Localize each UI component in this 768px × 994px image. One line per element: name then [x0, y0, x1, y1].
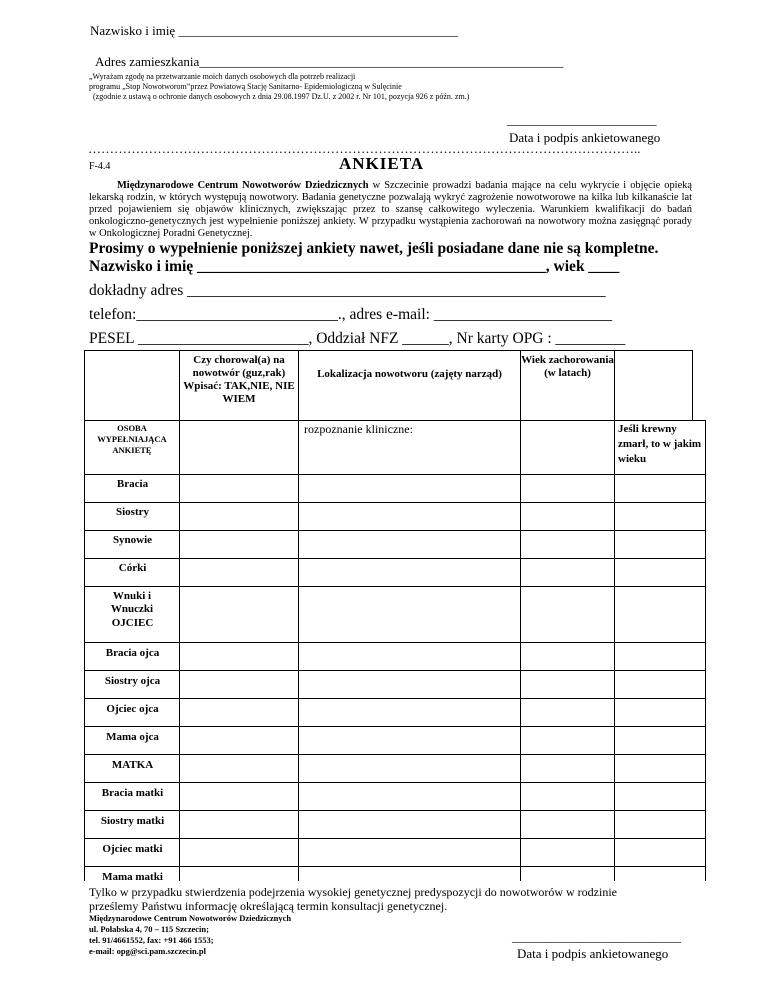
organization-contact [89, 913, 291, 957]
table-row-label: Bracia matki [101, 787, 164, 799]
table-cell-input[interactable] [180, 839, 297, 866]
table-cell-input[interactable] [615, 643, 704, 670]
clinical-diagnosis-label: rozpoznanie kliniczne: [304, 422, 413, 436]
table-cell-input[interactable] [180, 503, 297, 530]
column-header-sick: Czy chorował(a) na nowotwór (guz,rak) Wpisać: TAK,NIE, NIE WIEM [183, 354, 295, 405]
footer-signature-label: Data i podpis ankietowanego [517, 946, 669, 961]
table-cell-input[interactable] [180, 727, 297, 754]
request-text: Prosimy o wypełnienie poniższej ankiety nawet, jeśli posiadane dane nie są kompletne. [89, 240, 659, 257]
table-border [705, 420, 706, 881]
table-border [84, 350, 693, 351]
column-header-location: Lokalizacja nowotworu (zajęty narząd) [317, 368, 502, 380]
table-cell-input[interactable] [299, 755, 519, 782]
table-cell-input[interactable] [521, 811, 613, 838]
table-cell-input[interactable] [521, 867, 613, 881]
page-title: ANKIETA [339, 154, 425, 173]
table-row-label: Mama matki [102, 871, 163, 883]
table-cell-input[interactable] [521, 699, 613, 726]
table-row-label: Siostry [116, 506, 149, 518]
table-cell-input[interactable] [615, 839, 704, 866]
intro-paragraph [89, 180, 692, 240]
address-line [95, 54, 563, 70]
table-cell-input[interactable] [299, 587, 519, 642]
separator-dots: ……………………………………………………………………………………………………………….. [88, 141, 641, 156]
form-code: F-4.4 [89, 161, 111, 172]
table-row-label: Ojciec ojca [106, 703, 159, 715]
table-row-label: Synowie [112, 534, 153, 546]
table-cell-input[interactable] [615, 867, 704, 881]
table-cell-input[interactable] [521, 839, 613, 866]
table-cell-input[interactable] [299, 699, 519, 726]
table-cell-input[interactable] [180, 671, 297, 698]
name-field[interactable]: ___________________________________________ [178, 23, 458, 38]
signature-field[interactable]: _______________________ [507, 112, 657, 127]
table-row-label: Bracia ojca [105, 647, 160, 659]
table-cell-input[interactable] [299, 811, 519, 838]
pesel-nfz-field[interactable]: PESEL ______________________, Oddział NFZ ______, Nr karty OPG : _________ [89, 330, 626, 347]
table-cell-input[interactable] [521, 475, 613, 502]
table-row-label: OJCIEC [111, 617, 154, 629]
table-cell-input[interactable] [521, 783, 613, 810]
table-cell-input[interactable] [299, 783, 519, 810]
footer-signature-field[interactable]: __________________________ [512, 929, 681, 944]
table-cell-input[interactable] [180, 755, 297, 782]
intro-org: Międzynarodowe Centrum Nowotworów Dziedzicznych [117, 180, 369, 191]
table-cell-input[interactable] [299, 503, 519, 530]
org-name: Międzynarodowe Centrum Nowotworów Dziedzicznych [89, 913, 292, 923]
table-cell-input[interactable] [299, 643, 519, 670]
table-row-label: Ojciec matki [102, 843, 163, 855]
consent-text [89, 72, 469, 102]
column-header-age: Wiek zachorowania (w latach) [521, 354, 614, 379]
table-cell-input[interactable] [615, 531, 704, 558]
table-border [84, 350, 85, 881]
table-cell-input[interactable] [299, 531, 519, 558]
table-cell-input[interactable] [180, 531, 297, 558]
table-cell-input[interactable] [615, 559, 704, 586]
table-cell-input[interactable] [299, 727, 519, 754]
table-cell-input[interactable] [521, 559, 613, 586]
full-address-field[interactable]: dokładny adres ______________________________________________________ [89, 282, 606, 299]
consent-line: „Wyrażam zgodę na przetwarzanie moich danych osobowych dla potrzeb realizacji [89, 72, 356, 81]
table-cell-input[interactable] [180, 811, 297, 838]
table-cell-input[interactable] [180, 475, 297, 502]
name-label: Nazwisko i imię [90, 23, 176, 38]
signature-label: Data i podpis ankietowanego [509, 130, 661, 145]
table-cell-input[interactable] [180, 559, 297, 586]
table-cell-input[interactable] [299, 475, 519, 502]
table-cell-input[interactable] [521, 531, 613, 558]
consent-line: (zgodnie z ustawą o ochronie danych osobowych z dnia 29.08.1997 Dz.U. z 2002 r. Nr 101, pozycja 926 z późn. zm.) [93, 92, 470, 101]
consent-line: programu „Stop Nowotworom”przez Powiatową Stację Sanitarno- Epidemiologiczną w Sulęcinie [89, 82, 402, 91]
table-cell-input[interactable] [615, 783, 704, 810]
table-cell-input[interactable] [521, 643, 613, 670]
table-cell-input[interactable] [180, 699, 297, 726]
table-cell-input[interactable] [299, 867, 519, 881]
name-age-field[interactable]: Nazwisko i imię _____________________________________________, wiek ____ [89, 258, 620, 275]
address-field[interactable]: ________________________________________________________ [199, 54, 564, 69]
table-cell-input[interactable] [521, 755, 613, 782]
table-border [692, 350, 693, 420]
note-line: prześlemy Państwu informację określającą termin konsultacji genetycznej. [89, 899, 448, 913]
org-phone: tel. 91/4661552, fax: +91 466 1553; [89, 935, 214, 945]
respondent-label: OSOBA WYPEŁNIAJĄCA ANKIETĘ [97, 423, 167, 455]
table-cell-input[interactable] [521, 587, 613, 642]
table-cell-input[interactable] [521, 727, 613, 754]
table-cell-input[interactable] [615, 475, 704, 502]
intro-text: w Szczecinie prowadzi badania mające na celu wykrycie i objęcie opieką lekarską rodzin, w których występują nowotwory. Badania genetyczne pozwalają wykryć zagrożenie nowotworowe na kilka lub kilkanaście lat przed pojawieniem się objawów klinicznych, zwiększając przez to szansę całkowitego wyleczenia. Warunkiem kwalifikacji do badań onkologiczno-genetycznych jest wypełnienie poniższej ankiety. W przypadku wystąpienia zachorowań na nowotwory można zasięgnąć porady w Onkologicznej Poradni Genetycznej. [89, 180, 692, 239]
table-row-label: Córki [118, 562, 147, 574]
table-cell-input[interactable] [615, 699, 704, 726]
table-cell-input[interactable] [299, 559, 519, 586]
name-line [90, 23, 458, 39]
death-age-label: Jeśli krewny zmarł, to w jakim wieku [618, 423, 702, 465]
address-label: Adres zamieszkania [95, 54, 200, 69]
table-cell-input[interactable] [180, 587, 297, 642]
table-cell-input[interactable] [299, 671, 519, 698]
table-border [84, 420, 706, 421]
footer-note [89, 885, 617, 913]
table-row-label: Siostry matki [100, 815, 165, 827]
phone-email-field[interactable]: telefon:__________________________., adres e-mail: _______________________ [89, 306, 613, 323]
table-cell-input[interactable] [521, 503, 613, 530]
table-row-label: Siostry ojca [104, 675, 161, 687]
org-street: ul. Połabska 4, 70 – 115 Szczecin; [89, 924, 209, 934]
table-cell-input[interactable] [615, 755, 704, 782]
org-email: e-mail: opg@sci.pam.szczecin.pl [89, 946, 206, 956]
table-cell-input[interactable] [615, 727, 704, 754]
table-row-label: MATKA [111, 759, 154, 771]
table-cell-input[interactable] [299, 839, 519, 866]
table-cell-input[interactable] [615, 587, 704, 642]
table-row-label: Wnuki i Wnuczki [110, 590, 154, 615]
table-row-label: Mama ojca [106, 731, 159, 743]
table-cell-input[interactable] [521, 671, 613, 698]
table-cell-input[interactable] [615, 671, 704, 698]
table-cell-input[interactable] [615, 503, 704, 530]
table-row-label: Bracia [116, 478, 149, 490]
table-cell-input[interactable] [180, 867, 297, 881]
table-cell-input[interactable] [615, 811, 704, 838]
note-line: Tylko w przypadku stwierdzenia podejrzenia wysokiej genetycznej predyspozycji do nowotworów w rodzinie [89, 885, 617, 899]
table-cell-input[interactable] [180, 783, 297, 810]
table-cell-input[interactable] [180, 643, 297, 670]
